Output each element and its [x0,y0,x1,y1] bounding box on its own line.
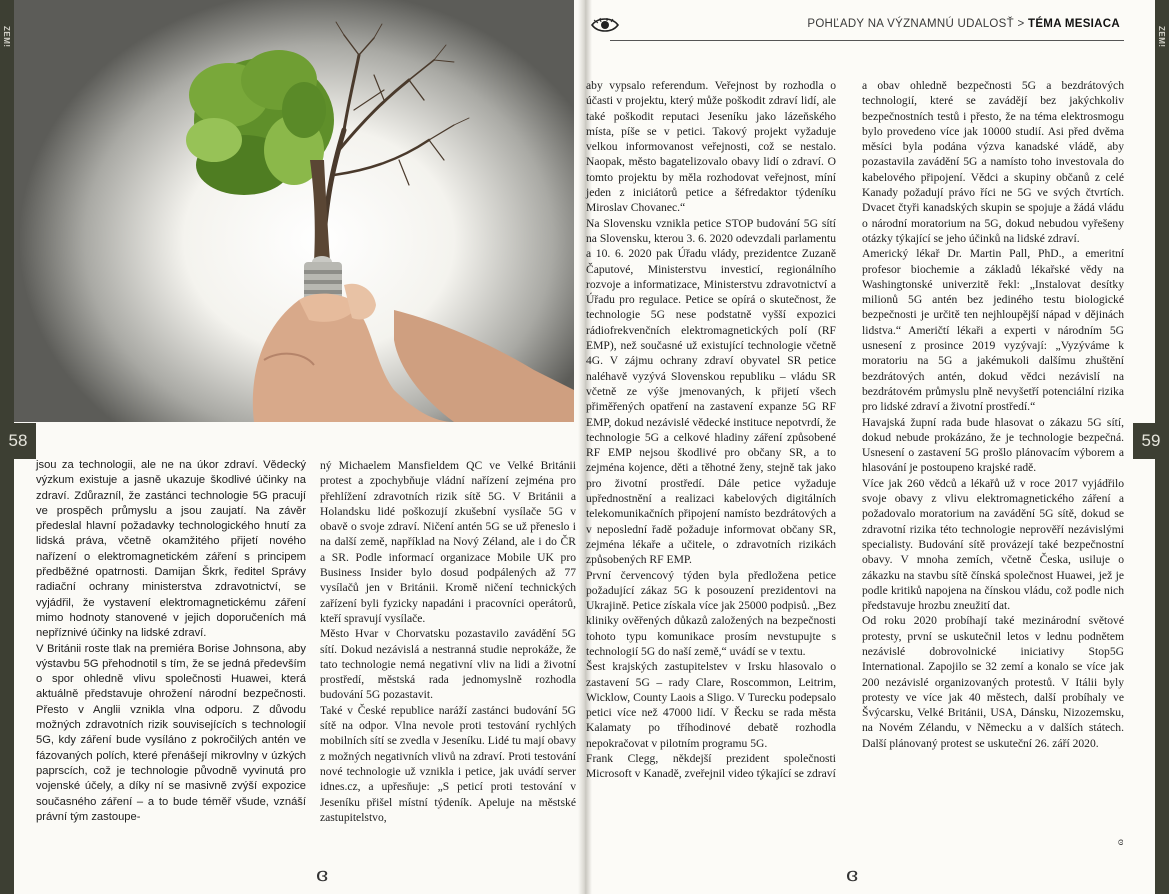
end-mark-icon: ɞ [1118,834,1124,848]
left-edge-label: ZEM! [2,26,11,48]
left-page-column-1 [36,458,306,825]
paragraph: aby vypsalo referendum. Veřejnost by rozhodla o účasti v projektu, který může poškodit zdraví lidí, ale také poškodit reputaci Jeseníku jako lázeňského místa, píše se v petici. Takový projekt vyžaduje velkou informovanost veřejnosti, což se nestalo. Naopak, město bagatelizovalo obavy lidí o zdraví. O tomto projektu by měla rozhodovat veřejnost, míní jeden z iniciátorů petice a šéfredaktor týdeníku Miroslav Chovanec.“ [586,79,836,215]
left-page-column-2 [320,458,576,825]
paragraph: Více jak 260 vědců a lékařů už v roce 2017 vyjádřilo svoje obavy z vlivu elektromagnetického záření a požadovalo moratorium na zavádění 5G sítě, dokud se zdravotní rizika této technologie neprověří nezávislými specialisty. Budování sítě provázejí také bezpečnostní obavy. V mnoha zemích, včetně Česka, usiluje o zákazku na stavbu sítě čínská společnost Huawei, jež je podle kritiků napojena na čínskou vládu, což podle nich představuje hrozbu zneužití dat. [862,476,1124,613]
right-page-column-1 [586,78,836,782]
bare-branches [322,22,469,260]
header-separator: > [1017,18,1025,30]
paragraph: První červencový týden byla předložena petice požadující zákaz 5G k posouzení prezidentovi na Ukrajině. Petice získala více jak 25000 podpisů. „Bez kliniky ověřených důkazů založených na bezpečnosti tohoto typu komunikace prosím nevstupujte s technologií 5G do naší země,“ uvádí se v textu. [586,568,836,658]
paragraph: jsou za technologii, ale ne na úkor zdraví. Vědecký výzkum existuje a jasně ukazuje škodlivé účinky na zdraví. Zdůrazníl, že zastánci technologie 5G pracují ve prospěch průmyslu a jsou zaujatí. Na závěr předeslal hlavní požadavky technologického hnutí za lidská práva, včetně okamžitého přijetí nového nařízení o elektromagnetickém záření s principem předběžné opatrnosti. Damijan Škrk, ředitel Správy radiační ochrany ministerstva zdravotnictví, se vyjádřil, že vystavení elektromagnetickému záření mimo hodnoty stanovené v jejich doporučeních má nepříznivé účinky na lidské zdraví. [36,459,306,640]
paragraph: Od roku 2020 probíhají také mezinárodní světové protesty, první se uskutečnil letos v lednu podnětem nezávislé dobrovolnické iniciativy Stop5G International. Zapojilo se 32 zemí a konalo se více jak 200 nezávislé organizovaných protestů. V Itálii byly protesty ve více jak 40 městech, další probíhaly ve Švýcarsku, Velké Británii, USA, Dánsku, Nizozemsku, na Novém Zélandu, v Německu a v dalších státech. Další plánovaný protest se uskuteční 26. září 2020. [862,614,1124,750]
paragraph: Americký lékař Dr. Martin Pall, PhD., a emeritní profesor biochemie a základů lékařské vědy na Washingtonské univerzitě řekl: „Instalovat desítky milionů 5G antén bez jediného testu biologické bezpečnosti je určitě ten nejhloupější nápad v dějinách lidstva.“ Američtí lékaři a experti v národním 5G usnesení z prosince 2019 vyzývají: „Vyzýváme k moratoriu na 5G a jakémukoli dalšímu zhuštění bezdrátových antén, dokud vědci nezávislí na bezdrátovém průmyslu plně nevyšetří potenciální rizika pro lidské zdraví a životní prostředí.“ [862,247,1124,414]
ornament-glyph-left: ɞ [316,862,329,886]
paragraph: a obav ohledně bezpečnosti 5G a bezdrátových technologií, které se zavádějí bez jakýchkoliv bezpečnostních testů i přesto, že na téma elektrosmogu bylo provedeno více jak 10000 studií. Asi před dvěma měsíci byla podána výzva kanadské vládě, aby pozastavila zavádění 5G a namísto toho investovala do kabelového připojení. Vědci a skupiny občanů z celé Kanady požadují právo říci ne 5G ve svých čtvrtích. Dvacet čtyři kanadských skupin se spojuje a žádá vládu o národní moratorium na 5G, dokud nebudou vyřešeny otázky týkající se jeho účinků na lidské zdraví. [862,79,1124,245]
paragraph: Město Hvar v Chorvatsku pozastavilo zavádění 5G sítí. Dokud nezávislá a nestranná studie neprokáže, že tato technologie nemá negativní vliv na lidi a životní prostředí, městská rada jednomyslně rozhodla budování 5G pozastavit. [320,627,576,702]
paragraph: ný Michaelem Mansfieldem QC ve Velké Británii protest a zpochybňuje vládní nařízení zejména pro přehlížení zdravotních rizik sítě 5G. V Británii a Holandsku lidé poškozují zkušební vysílače 5G v obavě o svoje zdraví. Ničení antén 5G se už přeneslo i na další země, například na Nový Zéland, ale i do ČR a SR. Podle informací organizace Mobile UK pro Business Insider bylo dosud podpálených až 77 vysílačů jen v Británii. Kromě ničení technických zařízení byli fyzicky napadáni i pracovníci operátorů, kteří spravují vysílače. [320,459,576,625]
page-number-left: 58 [0,423,36,459]
paragraph: Frank Clegg, někdejší prezident společnosti Microsoft v Kanadě, zveřejnil video týkající se zdraví [586,752,836,781]
header-topic: TÉMA MESIACA [1028,18,1120,30]
paragraph: Na Slovensku vznikla petice STOP budování 5G sítí na Slovensku, kterou 3. 6. 2020 odevzdali parlamentu a 10. 6. 2020 pak Úřadu vlády, prezidentce Zuzaně Čaputové, Ministerstvu investicí, regionálního rozvoje a informatizace, Ministerstvu zdravotnictví a Úřadu pro regulace. Petice se opírá o skutečnost, že technologie 5G nese podstatně vyšší expozici rádiofrekvenčních elektromagnetických polí (RF EMP), než současné už existující technologie včetně 4G. V zájmu ochrany zdraví obyvatel SR petice naléhavě vyzývá Slovenskou republiku – vládu SR včetně ze výše jmenovaných, k přijetí všech přiměřených opatření na zastavení expanze 5G RF EMP, dokud nezávislé vědecké instituce nepotvrdí, že technologie 5G a celkové hladiny záření způsobené RF EMP nejsou škodlivé pro občany SR, a to zejména kojence, děti a těhotné ženy, stejně tak jako pro životní prostředí. Dále petice vyžaduje upřednostnění a realizaci kabelových digitálních telekomunikačních připojení namísto bezdrátových a v neposlední řadě požaduje informovat občany SR, zejména lékaře a učitele, o zdravotních rizikách způsobených RF EMP. [586,216,836,567]
paragraph: Také v České republice naráží zastánci budování 5G sítě na odpor. Vlna nevole proti testování rychlých mobilních sítí se zvedla v Jeseníku. Lidé tu mají obavy z možných negativních vlivů na zdraví. Proti testování nové technologie už vznikla i petice, jak uvádí server idnes.cz, a upřesňuje: „S peticí proti testování v Jeseníku přišel místní týdeník. Apeluje na městské zastupitelstvo, [320,703,576,824]
paragraph: Šest krajských zastupitelstev v Irsku hlasovalo o zastavení 5G – rady Clare, Roscommon, Leitrim, Wicklow, County Laois a Sligo. V Turecku podepsalo petici více než 47000 lidí. V Řecku se rada města Kalamaty po tříhodinové debatě rozhodla nepokračovat v pilotním programu 5G. [586,660,836,750]
page-number-right: 59 [1133,423,1169,459]
paragraph: Havajská župní rada bude hlasovat o zákazu 5G sítí, dokud nebude prokázáno, že je technologie bezpečná. Usnesení o zastavení 5G prošlo plánovacím výborem a hlasování je postoupeno krajské radě. [862,415,1124,475]
running-header [626,18,1120,40]
eye-icon [590,16,620,34]
paragraph: V Británii roste tlak na premiéra Borise Johnsona, aby výstavbu 5G přehodnotil s tím, že se jedná především o spor ohledně vlivu společnosti Huawei, která aktuálně představuje ohrožení národní bezpečnosti. Přesto v Anglii vznikla vlna odporu. Z důvodu možných zdravotních rizik souvisejících s technologií 5G, kdy záření bude vysíláno z pokročilých antén ve fázovaných polích, které přenášejí mikrovlny v úzkých paprscích, což je technologie původně vyvinutá pro vojenské účely, a díky ní se masivně zvýší expozice současného záření – a to bude téměř všude, vznáší právní tým zastoupe- [36,642,306,823]
right-page-column-2 [862,78,1124,751]
article-photo [14,0,574,422]
right-edge-label: ZEM! [1157,26,1166,48]
ornament-glyph-right: ɞ [846,862,859,886]
hand [253,284,574,422]
tree-bulb-illustration [14,0,574,422]
header-section: POHĽADY NA VÝZNAMNÚ UDALOSŤ [807,18,1014,30]
header-rule [610,40,1124,41]
